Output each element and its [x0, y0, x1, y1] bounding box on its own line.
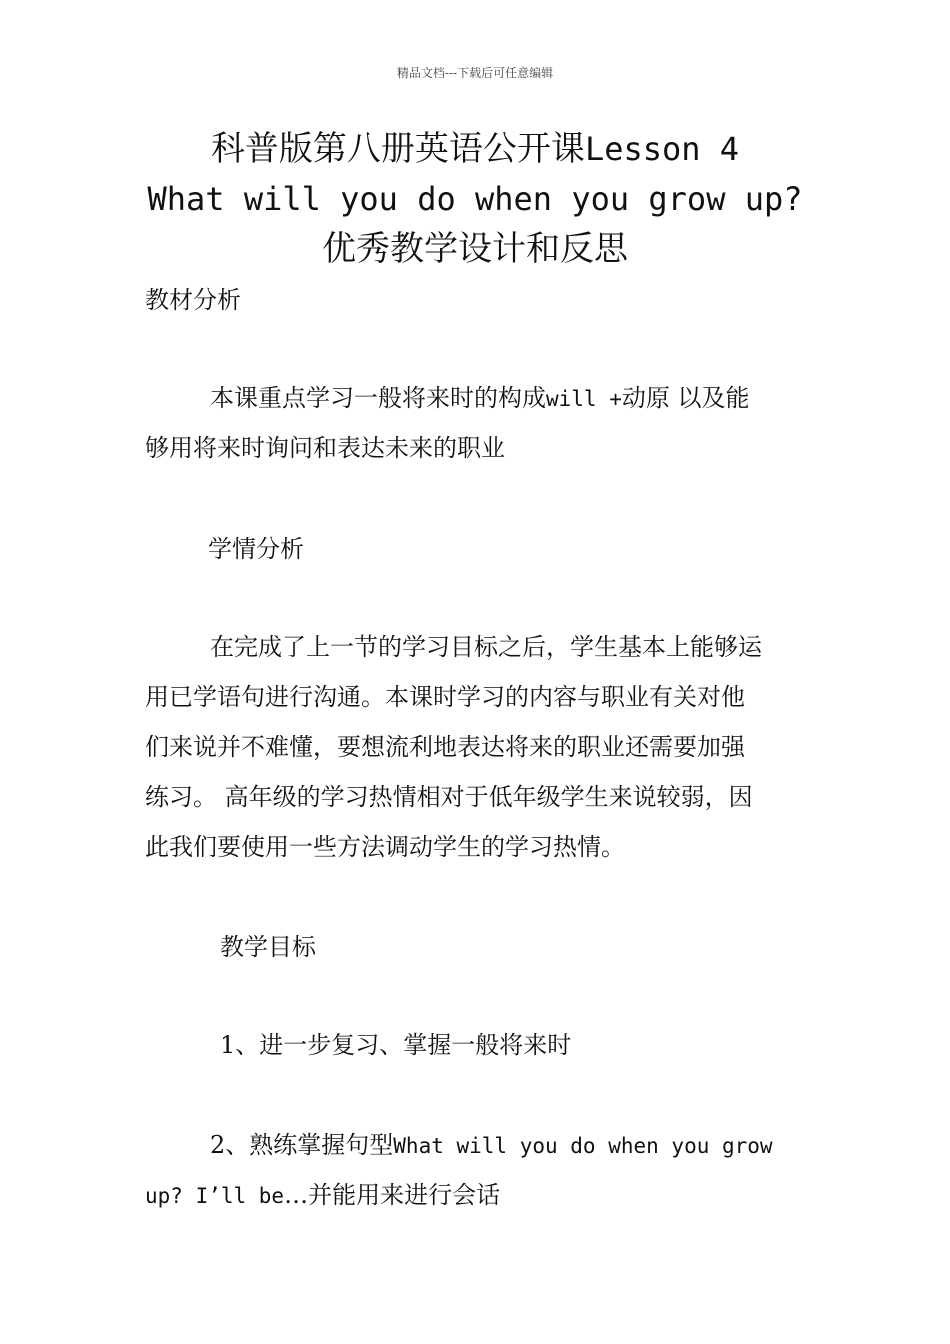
material-heading: 教材分析	[145, 286, 241, 314]
goal-item-2-line-1	[210, 1120, 773, 1171]
page-header: 精品文档---下载后可任意编辑	[396, 66, 554, 80]
material-text-a: 本课重点学习一般将来时的构成	[210, 384, 546, 412]
title-line-1-en: Lesson 4	[584, 130, 740, 168]
material-paragraph-line-1	[210, 373, 750, 424]
material-text-c: 动原 以及能	[621, 384, 750, 412]
student-line-4: 练习。 高年级的学习热情相对于低年级学生来说较弱，因	[145, 783, 753, 811]
student-heading: 学情分析	[208, 535, 304, 563]
goal-2-text-c: up? I’ll be	[145, 1184, 285, 1208]
student-line-3: 们来说并不难懂，要想流利地表达将来的职业还需要加强	[145, 733, 745, 761]
title-line-1	[0, 124, 950, 174]
student-line-2: 用已学语句进行沟通。本课时学习的内容与职业有关对他	[145, 683, 745, 711]
material-text-b: will +	[546, 387, 622, 411]
student-line-1: 在完成了上一节的学习目标之后，学生基本上能够运	[210, 633, 762, 661]
goal-2-text-a: 2、熟练掌握句型	[210, 1131, 394, 1159]
goal-2-text-d: …并能用来进行会话	[284, 1181, 501, 1209]
goal-2-text-b: What will you do when you grow	[393, 1134, 773, 1158]
material-paragraph-line-2: 够用将来时询问和表达未来的职业	[145, 434, 505, 462]
goal-item-2-line-2	[145, 1170, 500, 1221]
document-title	[0, 124, 950, 274]
student-line-5: 此我们要使用一些方法调动学生的学习热情。	[145, 833, 625, 861]
title-line-2: What will you do when you grow up?	[147, 180, 803, 218]
goal-heading: 教学目标	[220, 933, 316, 961]
title-line-3: 优秀教学设计和反思	[322, 229, 628, 269]
title-line-1-cn: 科普版第八册英语公开课	[210, 129, 585, 169]
goal-item-1: 1、进一步复习、掌握一般将来时	[220, 1031, 572, 1059]
